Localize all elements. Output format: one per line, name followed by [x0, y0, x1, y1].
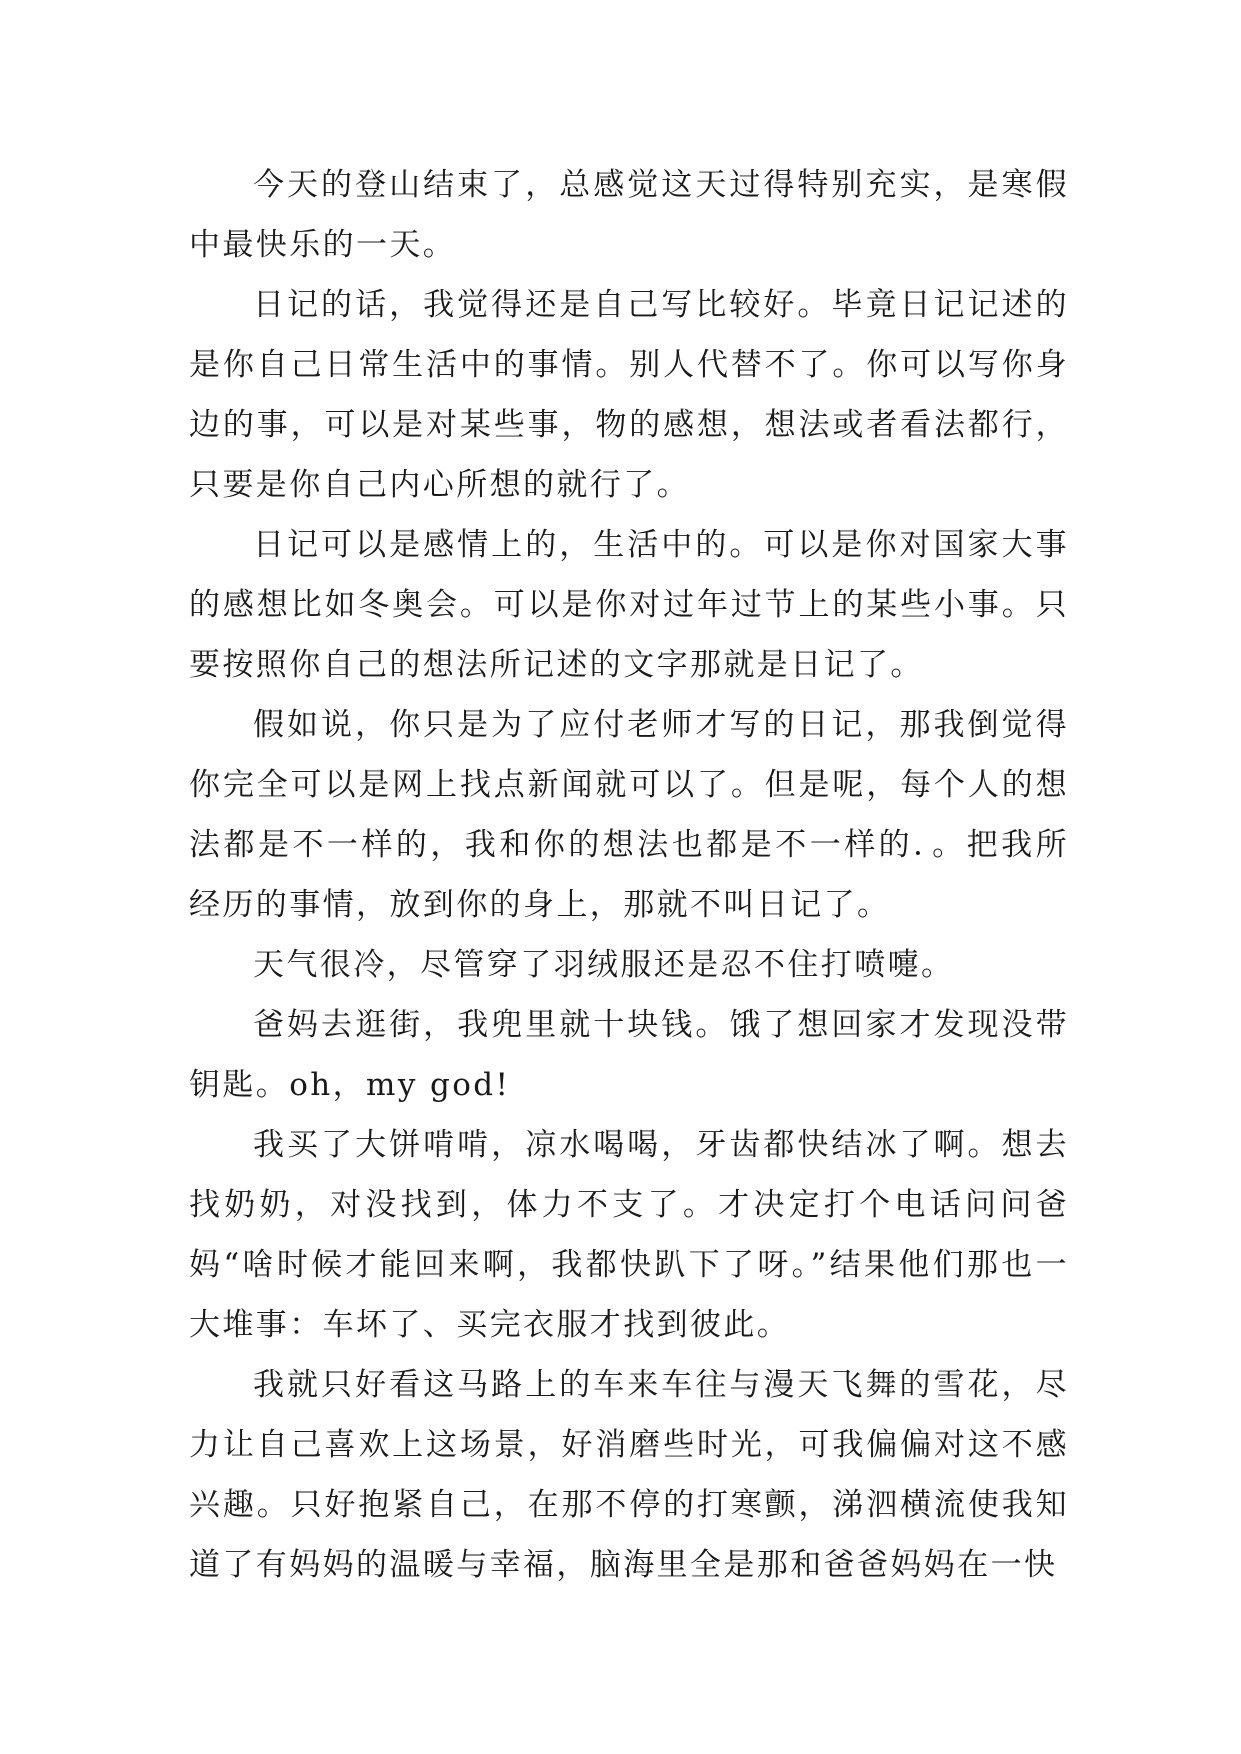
paragraph: 我就只好看这马路上的车来车往与漫天飞舞的雪花，尽力让自己喜欢上这场景，好消磨些时光，可我偏偏对这不感兴趣。只好抱紧自己，在那不停的打寒颤，涕泗横流使我知道了有妈妈的温暖与幸福，脑海里全是那和爸爸妈妈在一快	[189, 1367, 1069, 1583]
paragraph: 今天的登山结束了，总感觉这天过得特别充实，是寒假中最快乐的一天。	[189, 167, 1069, 263]
paragraph: 爸妈去逛街，我兜里就十块钱。饿了想回家才发现没带钥匙。oh，my god!	[189, 1007, 1069, 1103]
paragraph: 天气很冷，尽管穿了羽绒服还是忍不住打喷嚏。	[253, 947, 955, 983]
paragraph: 我买了大饼啃啃，凉水喝喝，牙齿都快结冰了啊。想去找奶奶，对没找到，体力不支了。才决定打个电话问问爸妈“啥时候才能回来啊，我都快趴下了呀。”结果他们那也一大堆事：车坏了、买完衣服才找到彼此。	[189, 1127, 1069, 1343]
paragraph: 假如说，你只是为了应付老师才写的日记，那我倒觉得你完全可以是网上找点新闻就可以了。但是呢，每个人的想法都是不一样的，我和你的想法也都是不一样的．。把我所经历的事情，放到你的身上，那就不叫日记了。	[189, 707, 1069, 923]
paragraph: 日记可以是感情上的，生活中的。可以是你对国家大事的感想比如冬奥会。可以是你对过年过节上的某些小事。只要按照你自己的想法所记述的文字那就是日记了。	[189, 527, 1069, 683]
paragraph: 日记的话，我觉得还是自己写比较好。毕竟日记记述的是你自己日常生活中的事情。别人代替不了。你可以写你身边的事，可以是对某些事，物的感想，想法或者看法都行，只要是你自己内心所想的就行了。	[189, 287, 1069, 503]
document-body	[189, 155, 1069, 1595]
